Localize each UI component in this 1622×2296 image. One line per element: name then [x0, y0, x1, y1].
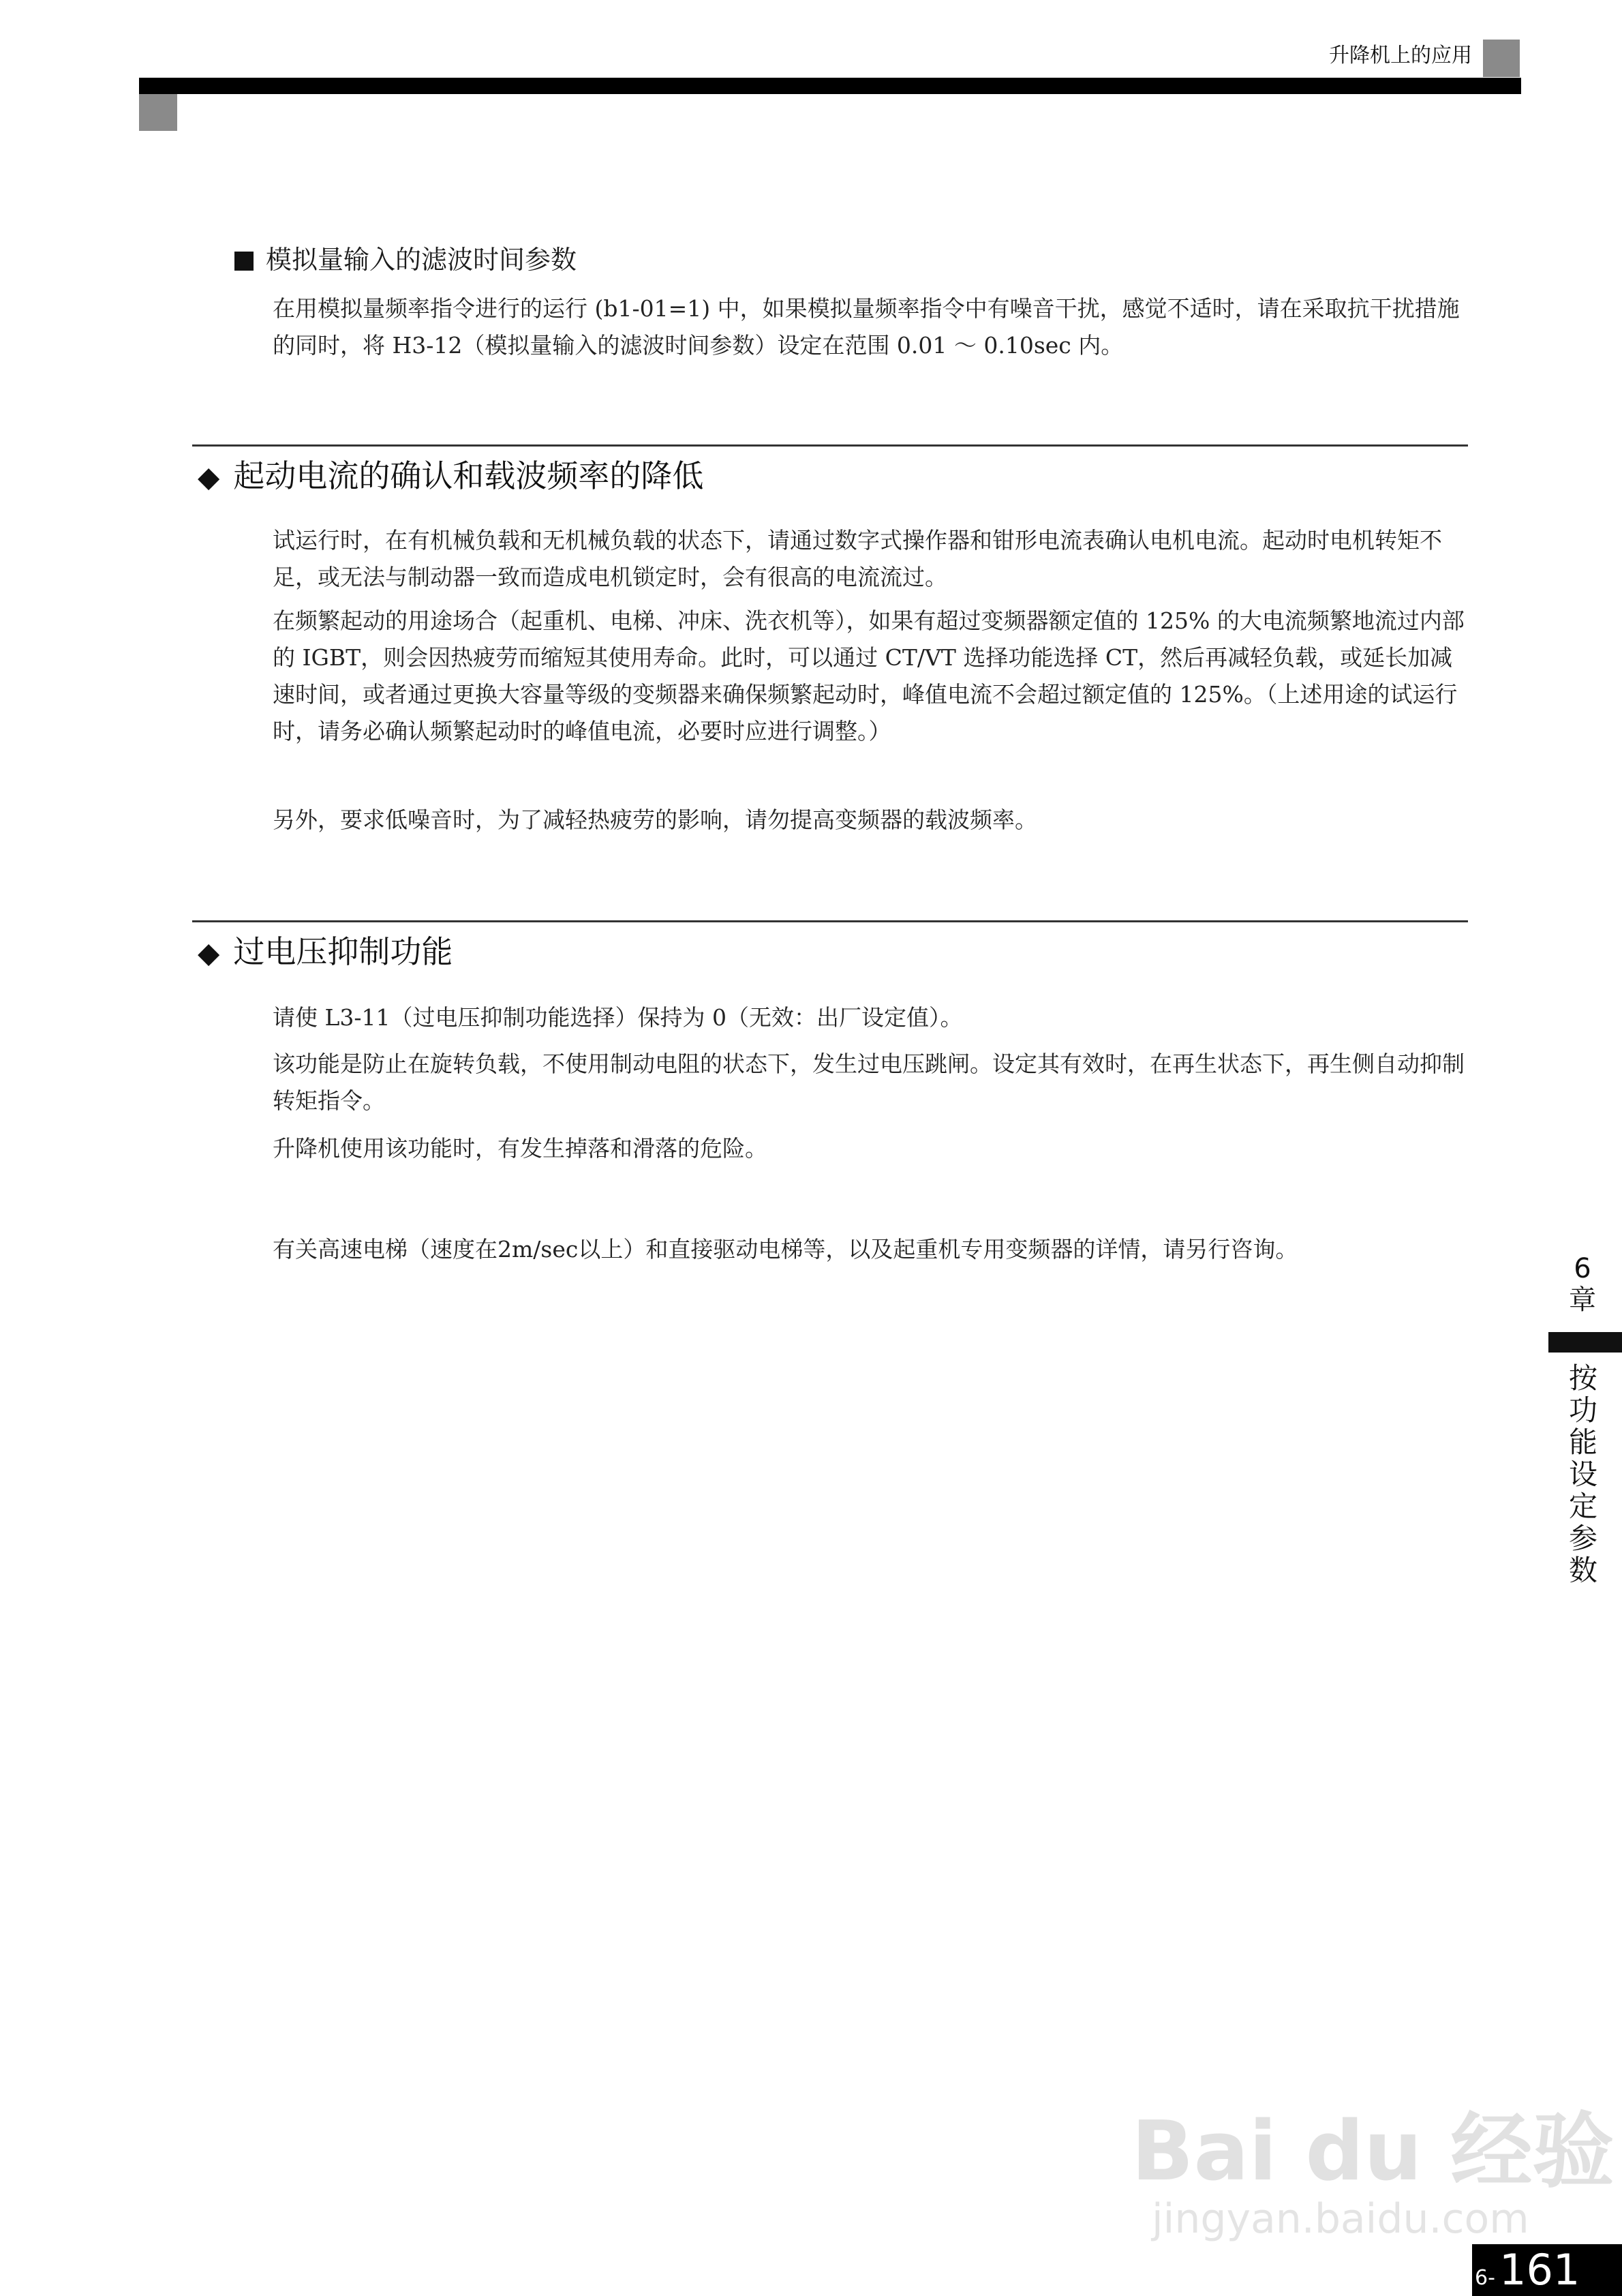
paragraph: 另外，要求低噪音时，为了减轻热疲劳的影响，请勿提高变频器的载波频率。 [273, 806, 1037, 833]
paragraph: 升降机使用该功能时，有发生掉落和滑落的危险。 [273, 1135, 767, 1162]
page-number [1472, 2244, 1622, 2296]
paragraph: 请使 L3-11（过电压抑制功能选择）保持为 0（无效：出厂设定值）。 [273, 1004, 963, 1031]
header-marker-square-left [139, 94, 177, 131]
diamond-bullet-icon: ◆ [198, 936, 220, 969]
section-heading [198, 455, 703, 498]
running-header-title: 升降机上的应用 [1329, 44, 1472, 67]
subsection-heading [234, 243, 577, 277]
page-number-value: 161 [1499, 2245, 1580, 2295]
header-marker-square [1483, 40, 1520, 77]
subsection-heading-text: 模拟量输入的滤波时间参数 [266, 245, 577, 275]
chapter-tab-bar [1548, 1332, 1622, 1353]
square-bullet-icon [234, 252, 254, 271]
section-heading-text: 起动电流的确认和载波频率的降低 [233, 457, 704, 494]
paragraph: 在频繁起动的用途场合（起重机、电梯、冲床、洗衣机等），如果有超过变频器额定值的 125% 的大电流频繁地流过内部的 IGBT，则会因热疲劳而缩短其使用寿命。此时，可以通过 CT/VT 选择功能选择 CT，然后再减轻负载，或延长加减速时间，或者通过更换大容量等级的变频器来确保频繁起动时，峰值电流不会超过额定值的 125%。（上述用途的试运行时，请务必确认频繁起动时的峰值电流，必要时应进行调整。） [273, 607, 1465, 744]
section-divider [192, 444, 1468, 447]
note-paragraph: 有关高速电梯（速度在2m/sec以上）和直接驱动电梯等，以及起重机专用变频器的详情，请另行咨询。 [273, 1236, 1298, 1263]
header-rule-bar [139, 78, 1521, 94]
chapter-number: 6 [1574, 1253, 1591, 1284]
paragraph: 试运行时，在有机械负载和无机械负载的状态下，请通过数字式操作器和钳形电流表确认电机电流。起动时电机转矩不足，或无法与制动器一致而造成电机锁定时，会有很高的电流流过。 [273, 527, 1442, 590]
paragraph: 该功能是防止在旋转负载，不使用制动电阻的状态下，发生过电压跳闸。设定其有效时，在再生状态下，再生侧自动抑制转矩指令。 [273, 1051, 1465, 1114]
section-heading-text: 过电压抑制功能 [233, 933, 453, 970]
chapter-title-vertical: 按功能设定参数 [1569, 1361, 1598, 1587]
section-divider [192, 920, 1468, 922]
section-heading [198, 931, 453, 973]
chapter-label: 章 [1569, 1284, 1596, 1316]
watermark-logo: Bai du 经验 [1131, 2104, 1615, 2199]
diamond-bullet-icon: ◆ [198, 460, 220, 494]
watermark-url: jingyan.baidu.com [1152, 2195, 1529, 2243]
paragraph: 在用模拟量频率指令进行的运行 (b1-01=1) 中，如果模拟量频率指令中有噪音干扰，感觉不适时，请在采取抗干扰措施的同时，将 H3-12（模拟量输入的滤波时间参数）设定在范围 0.01 ～ 0.10sec 内。 [273, 295, 1460, 359]
page-number-prefix: 6- [1475, 2266, 1495, 2290]
